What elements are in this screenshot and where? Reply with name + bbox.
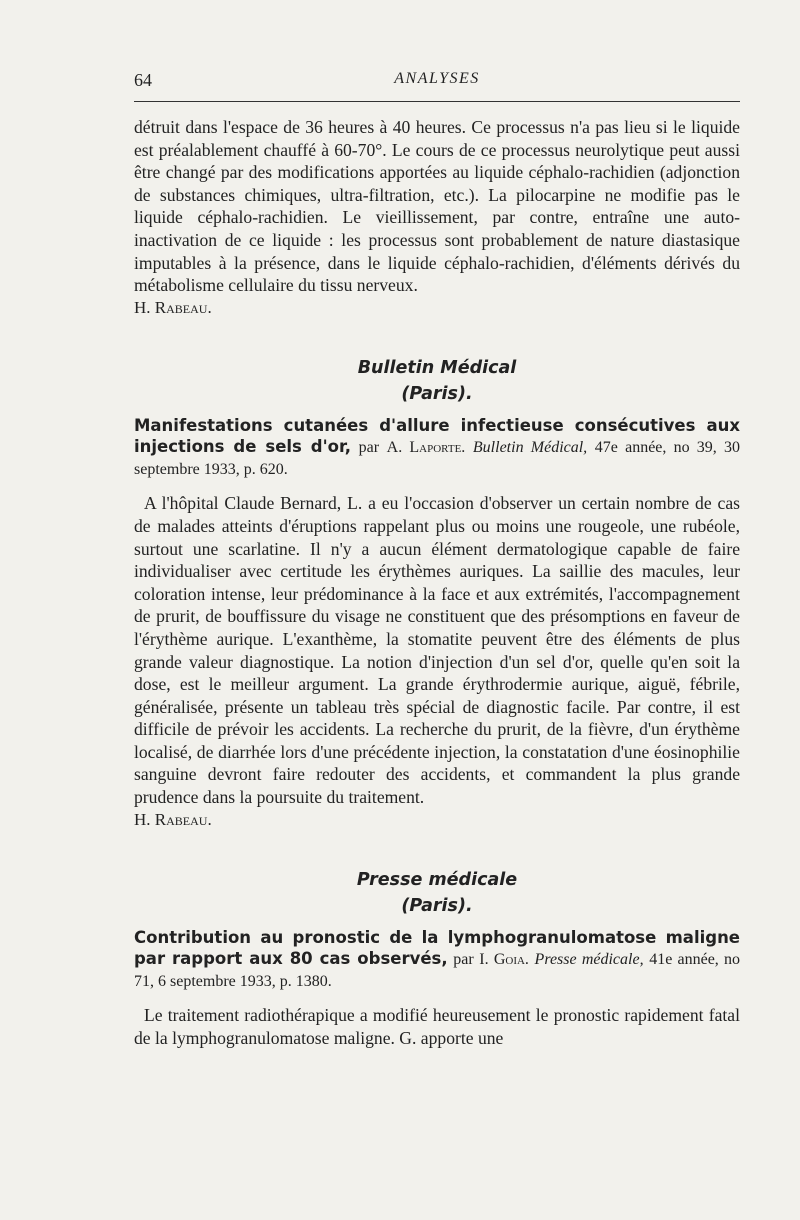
- article-body: A l'hôpital Claude Bernard, L. a eu l'occasion d'observer un certain nombre de cas de malades atteints d'éruptions rappelant plus ou moins une rougeole, une rubéole, surtout une scarlatine. Il n'y a aucun élément dermatologique capable de faire individualiser avec certitude les érythèmes auriques. La saillie des macules, leur coloration intense, leur prédominance à la face et aux extrémités, l'accompagnement de prurit, de bouffissure du visage ne constituent que des présomptions en faveur de l'érythème aurique. L'exanthème, la stomatite peuvent être des éléments de plus grande valeur diagnostique. La notion d'injection d'un sel d'or, quelle qu'en soit la dose, est le meilleur argument. La grande érythrodermie aurique, aiguë, fébrile, généralisée, présente un tableau très spécial de diagnostic facile. Par contre, il est difficile de prévoir les accidents. La recherche du prurit, de la fièvre, d'un érythème localisé, de diarrhée lors d'une précédente injection, la constatation d'une éosinophilie sanguine devront faire redouter des accidents, et commandent la plus grande prudence dans la poursuite du traitement.: [134, 493, 740, 808]
- journal-city: (Paris).: [401, 384, 473, 405]
- journal-heading-bulletin-medical: [134, 355, 740, 407]
- article-title: Manifestations cutanées d'allure infectieuse consécutives aux injections de sels d'or,: [134, 416, 740, 457]
- ref-details: 47e année, no 39, 30 septembre 1933, p. 620.: [134, 439, 741, 479]
- page-number: 64: [134, 70, 152, 90]
- journal-name: Bulletin Médical: [357, 358, 517, 379]
- ref-author: I. Goia.: [479, 951, 529, 969]
- article-reference: [134, 927, 740, 992]
- running-title: ANALYSES: [394, 70, 480, 87]
- signature-text: H. Rabeau.: [134, 809, 212, 829]
- article-body: Le traitement radiothérapique a modifié heureusement le pronostic rapidement fatal de la lymphogranulomatose maligne. G. apporte une: [134, 1005, 740, 1048]
- signature: [134, 809, 740, 832]
- continuation-paragraph: détruit dans l'espace de 36 heures à 40 heures. Ce processus n'a pas lieu si le liquide est préalablement chauffé à 60-70°. Le cours de ce processus neurolytique peut aussi être changé par des modifications apportées au liquide céphalo-rachidien (adjonction de substances chimiques, ultra-filtration, etc.). La pilocarpine ne modifie pas le liquide céphalo-rachidien. Le vieillissement, par contre, entraîne une auto-inactivation de ce liquide : les processus sont probablement de nature diastasique imputables à la présence, dans le liquide céphalo-rachidien, d'éléments dérivés du métabolisme cellulaire du tissu nerveux.: [134, 117, 740, 296]
- article-title: Contribution au pronostic de la lymphogranulomatose maligne par rapport aux 80 cas observés,: [134, 928, 740, 969]
- running-head: [134, 70, 740, 94]
- ref-journal: Presse médicale,: [534, 951, 644, 969]
- signature: [134, 297, 740, 320]
- journal-city: (Paris).: [401, 896, 473, 917]
- signature-text: H. Rabeau.: [134, 297, 212, 317]
- ref-journal: Bulletin Médical,: [472, 439, 588, 457]
- journal-name: Presse médicale: [356, 870, 518, 891]
- page-content: [134, 116, 740, 1049]
- ref-par: par: [453, 951, 474, 969]
- header-rule: [134, 101, 740, 102]
- journal-heading-presse-medicale: [134, 867, 740, 919]
- ref-details: 41e année, no 71, 6 septembre 1933, p. 1380.: [134, 951, 741, 991]
- article-reference: [134, 415, 740, 480]
- ref-author: A. Laporte.: [386, 439, 466, 457]
- ref-par: par: [358, 439, 380, 457]
